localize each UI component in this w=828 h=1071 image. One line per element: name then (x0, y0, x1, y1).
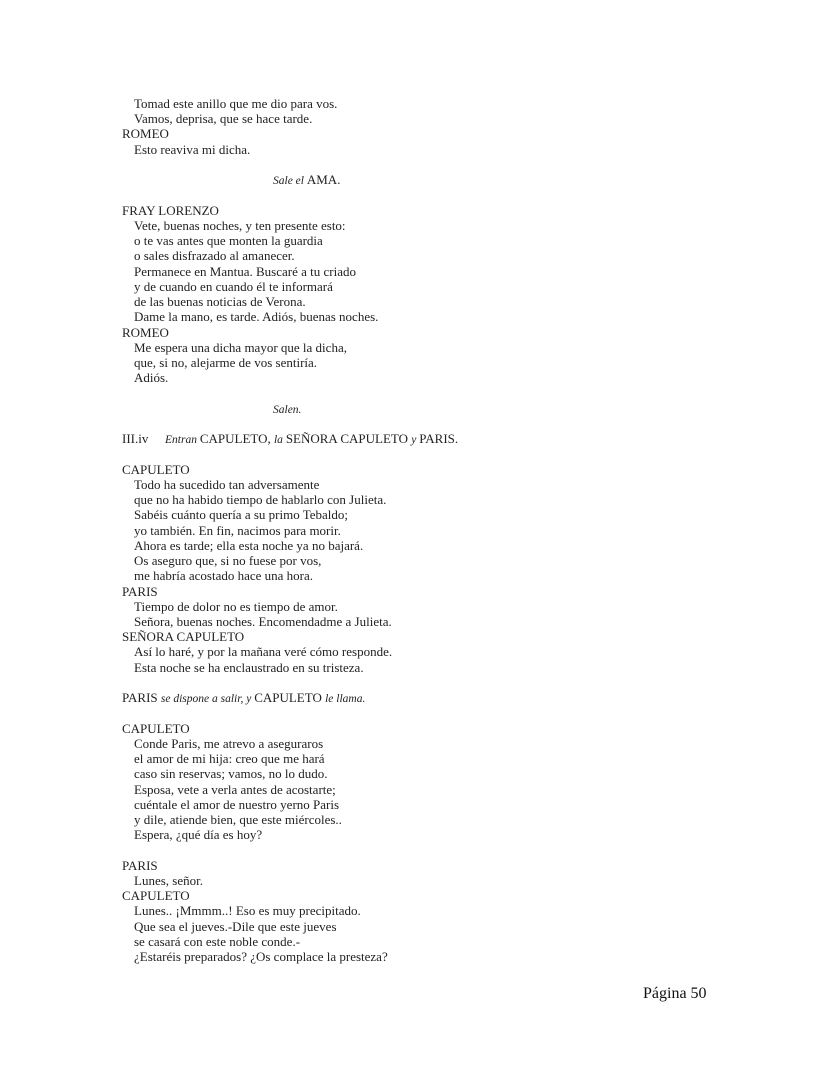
text-segment: Así lo haré, y por la mañana veré cómo responde. (134, 644, 393, 660)
dialogue-line (122, 523, 722, 538)
text-segment: Ahora es tarde; ella esta noche ya no bajará. (134, 537, 364, 553)
text-segment: y de cuando en cuando él te informará (134, 278, 333, 294)
text-segment: de las buenas noticias de Verona. (134, 294, 306, 310)
dialogue-line (122, 355, 722, 370)
dialogue-line (122, 111, 722, 126)
text-segment: PARIS (122, 857, 158, 873)
dialogue-line (122, 934, 722, 949)
text-segment: Sabéis cuánto quería a su primo Tebaldo; (134, 507, 349, 523)
dialogue-line (122, 294, 722, 309)
scene-number: III.iv (122, 431, 149, 447)
text-segment: Esta noche se ha enclaustrado en su tristeza. (134, 659, 364, 675)
text-segment: yo también. En fin, nacimos para morir. (134, 522, 341, 538)
blank-line (122, 842, 722, 857)
dialogue-line (122, 477, 722, 492)
speaker-name (122, 721, 722, 736)
text-segment: CAPULETO, (199, 431, 274, 447)
italic-direction: Sale el (273, 175, 307, 188)
text-segment: Vamos, deprisa, que se hace tarde. (134, 111, 313, 127)
text-segment: Dame la mano, es tarde. Adiós, buenas noches. (134, 309, 379, 325)
speaker-name (122, 126, 722, 141)
text-segment: SEÑORA CAPULETO (285, 431, 412, 447)
italic-direction: se dispone a salir, y (160, 693, 255, 706)
dialogue-line (122, 660, 722, 675)
dialogue-line (122, 492, 722, 507)
text-segment: se casará con este noble conde.- (134, 933, 301, 949)
dialogue-line (122, 797, 722, 812)
dialogue-line (122, 507, 722, 522)
text-segment: Vete, buenas noches, y ten presente esto: (134, 217, 346, 233)
text-segment: Esposa, vete a verla antes de acostarte; (134, 781, 336, 797)
speaker-name (122, 584, 722, 599)
text-segment: PARIS (122, 583, 158, 599)
text-segment: Conde Paris, me atrevo a aseguraros (134, 735, 324, 751)
dialogue-line (122, 736, 722, 751)
dialogue-line (122, 309, 722, 324)
text-segment: Lunes, señor. (134, 872, 203, 888)
dialogue-line (122, 827, 722, 842)
text-segment: SEÑORA CAPULETO (122, 629, 245, 645)
dialogue-line (122, 751, 722, 766)
dialogue-line (122, 903, 722, 918)
blank-line (122, 385, 722, 400)
blank-line (122, 187, 722, 202)
dialogue-line (122, 873, 722, 888)
dialogue-line (122, 949, 722, 964)
dialogue-line (122, 553, 722, 568)
dialogue-line (122, 370, 722, 385)
speaker-name (122, 203, 722, 218)
play-text (122, 96, 722, 964)
dialogue-line (122, 812, 722, 827)
speaker-name (122, 325, 722, 340)
text-segment: ROMEO (122, 324, 169, 340)
dialogue-line (122, 568, 722, 583)
dialogue-line (122, 766, 722, 781)
text-segment: CAPULETO (122, 461, 190, 477)
dialogue-line (122, 614, 722, 629)
dialogue-line (122, 340, 722, 355)
speaker-name (122, 858, 722, 873)
scene-heading (122, 431, 722, 446)
text-segment: FRAY LORENZO (122, 202, 219, 218)
text-segment: Todo ha sucedido tan adversamente (134, 476, 320, 492)
italic-direction: y (411, 434, 420, 447)
text-segment: Señora, buenas noches. Encomendadme a Julieta. (134, 613, 392, 629)
text-segment: Permanece en Mantua. Buscaré a tu criado (134, 263, 356, 279)
text-segment: PARIS (122, 690, 161, 706)
dialogue-line (122, 538, 722, 553)
text-segment: Me espera una dicha mayor que la dicha, (134, 339, 347, 355)
text-segment: me habría acostado hace una hora. (134, 568, 314, 584)
text-segment: Tiempo de dolor no es tiempo de amor. (134, 598, 338, 614)
text-segment: ROMEO (122, 126, 169, 142)
text-segment: que no ha habido tiempo de hablarlo con Julieta. (134, 492, 387, 508)
page-number: Página 50 (643, 985, 707, 1002)
text-segment: o sales disfrazado al amanecer. (134, 248, 295, 264)
stage-direction (122, 172, 722, 187)
text-segment: CAPULETO (122, 720, 190, 736)
speaker-name (122, 690, 722, 705)
italic-direction: le llama. (325, 693, 366, 706)
text-segment: el amor de mi hija: creo que me hará (134, 751, 325, 767)
dialogue-line (122, 644, 722, 659)
blank-line (122, 705, 722, 720)
text-segment: CAPULETO (254, 690, 326, 706)
dialogue-line (122, 218, 722, 233)
text-segment: Tomad este anillo que me dio para vos. (134, 96, 338, 111)
dialogue-line (122, 782, 722, 797)
dialogue-line (122, 142, 722, 157)
dialogue-line (122, 919, 722, 934)
text-segment: Lunes.. ¡Mmmm..! Eso es muy precipitado. (134, 903, 361, 919)
text-segment: Esto reaviva mi dicha. (134, 141, 251, 157)
text-segment: Espera, ¿qué día es hoy? (134, 827, 263, 843)
dialogue-line (122, 279, 722, 294)
text-segment: Que sea el jueves.-Dile que este jueves (134, 918, 337, 934)
dialogue-line (122, 599, 722, 614)
text-segment: Adiós. (134, 370, 169, 386)
italic-direction: Entran (165, 434, 200, 447)
text-segment: cuéntale el amor de nuestro yerno Paris (134, 796, 340, 812)
text-segment: caso sin reservas; vamos, no lo dudo. (134, 766, 328, 782)
blank-line (122, 446, 722, 461)
text-segment: que, si no, alejarme de vos sentiría. (134, 354, 318, 370)
italic-direction: Salen. (273, 403, 302, 416)
text-segment: PARIS. (419, 431, 459, 447)
dialogue-line (122, 264, 722, 279)
dialogue-line (122, 96, 722, 111)
text-segment: CAPULETO (122, 888, 190, 904)
dialogue-line (122, 233, 722, 248)
speaker-name (122, 888, 722, 903)
blank-line (122, 416, 722, 431)
text-segment: Os aseguro que, si no fuese por vos, (134, 553, 322, 569)
blank-line (122, 157, 722, 172)
blank-line (122, 675, 722, 690)
text-segment: y dile, atiende bien, que este miércoles.. (134, 812, 342, 828)
speaker-name (122, 629, 722, 644)
stage-direction (122, 401, 722, 416)
text-segment: AMA. (306, 172, 341, 188)
italic-direction: la (273, 434, 286, 447)
text-segment: ¿Estaréis preparados? ¿Os complace la presteza? (134, 949, 388, 965)
text-segment: o te vas antes que monten la guardia (134, 233, 323, 249)
dialogue-line (122, 248, 722, 263)
speaker-name (122, 462, 722, 477)
